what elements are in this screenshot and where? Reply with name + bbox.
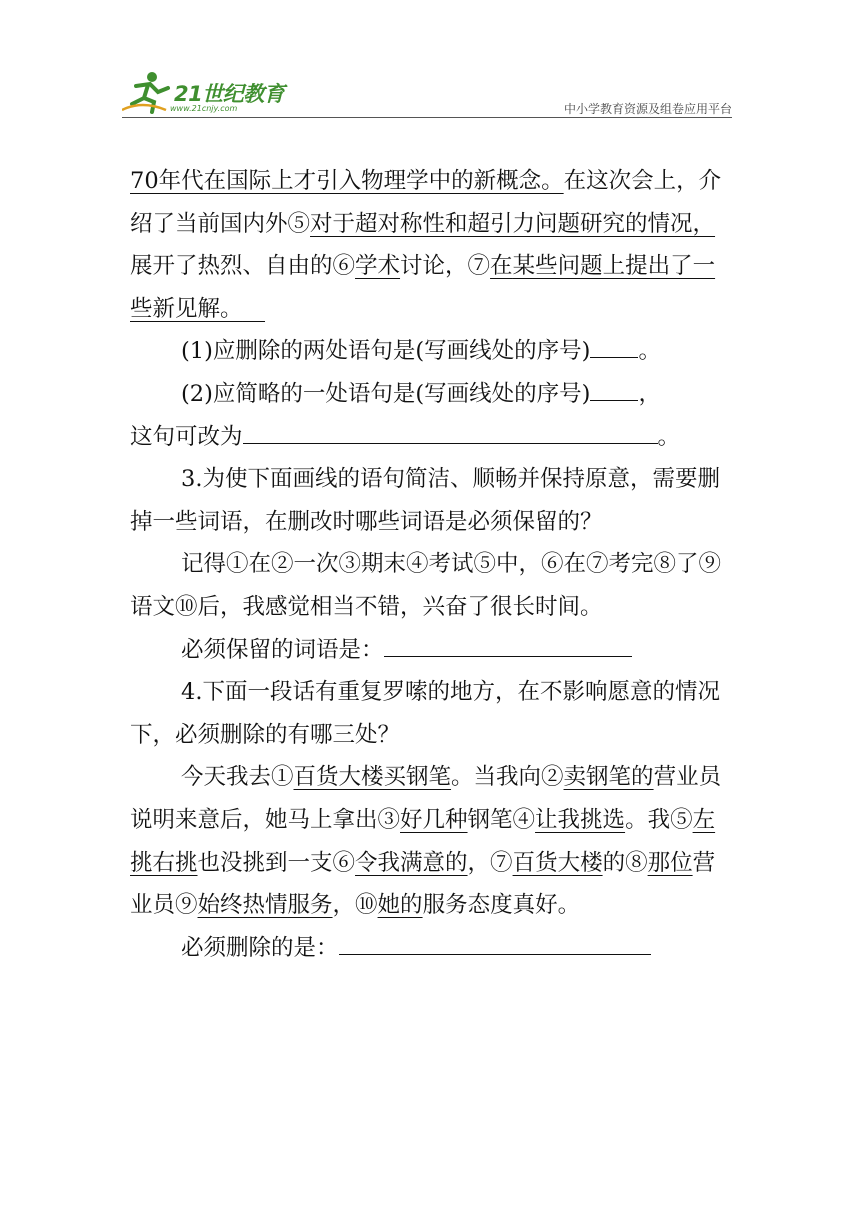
logo-text: 21世纪教育	[174, 82, 285, 106]
text-span: 营业员⑨	[130, 849, 716, 919]
text-span: 服务态度真好。	[422, 892, 581, 919]
text-span: 展开了热烈、自由的⑥	[130, 253, 356, 280]
answer-blank[interactable]	[243, 423, 658, 444]
answer-blank[interactable]	[590, 380, 638, 401]
question-3-prompt: 3.为使下面画线的语句简洁、顺畅并保持原意，需要删掉一些词语，在删改时哪些词语是必须保留的？	[130, 466, 720, 535]
question-text: (1)应删除的两处语句是(写画线处的序号)	[181, 338, 591, 365]
question-3-sentence: 记得①在②一次③期末④考试⑤中，⑥在⑦考完⑧了⑨语文⑩后，我感觉相当不错，兴奋了很长时间。	[130, 551, 722, 620]
answer-label: 必须保留的词语是：	[181, 636, 384, 663]
underlined-phrase: 70年代在国际上才引入物理学中的新概念。	[130, 168, 564, 194]
underlined-phrase: 卖钢笔的	[563, 764, 654, 791]
page-header	[122, 66, 732, 118]
underlined-phrase: 研究的情况，	[580, 210, 716, 237]
question-2-part-1	[130, 330, 730, 373]
text-span: 。	[657, 423, 681, 450]
question-3-answer	[130, 629, 730, 672]
underlined-phrase: 百货大楼买钢笔	[293, 764, 452, 791]
text-span: 今天我去①	[181, 764, 294, 791]
text-span: ，⑦	[467, 849, 513, 876]
text-span: 的⑧	[602, 849, 648, 876]
underlined-phrase: 始终热情服务	[197, 892, 333, 919]
text-span: 在这次会	[563, 168, 654, 194]
underlined-phrase: 左挑右挑	[130, 806, 716, 876]
header-tagline: 中小学教育资源及组卷应用平台	[563, 102, 732, 116]
text-span: 。当我向②	[451, 764, 564, 791]
answer-blank[interactable]	[384, 636, 632, 657]
logo-url: www.21cnjy.com	[170, 104, 238, 113]
underlined-phrase: 那位	[647, 849, 693, 876]
underlined-phrase: 让我挑选	[535, 806, 626, 833]
text-span: ，⑩	[332, 892, 378, 919]
text-span: 。我⑤	[625, 806, 693, 833]
question-4-prompt: 4.下面一段话有重复罗嗦的地方，在不影响愿意的情况下，必须删除的有哪三处？	[130, 679, 720, 748]
question-text: (2)应简略的一处语句是(写画线处的序号)	[181, 380, 591, 407]
underlined-phrase: 令我满意的	[355, 849, 468, 876]
passage-continued	[130, 160, 730, 330]
text-span: 钢笔④	[467, 806, 536, 833]
question-2-part-2	[130, 373, 730, 416]
page-content	[130, 160, 730, 969]
header-divider	[122, 117, 732, 118]
question-4-passage	[130, 756, 730, 926]
underlined-phrase: 百货大楼	[512, 849, 603, 876]
text-span: ，	[638, 380, 661, 407]
question-text: 这句可改为	[130, 423, 243, 450]
answer-blank[interactable]	[339, 934, 651, 955]
question-4-answer	[130, 927, 730, 970]
answer-blank[interactable]	[590, 337, 638, 358]
underlined-phrase: 好几种	[400, 806, 468, 833]
underlined-phrase: 在	[490, 253, 513, 280]
underline-tail	[243, 296, 266, 322]
text-span: 讨论，⑦	[400, 253, 491, 280]
text-span: 上，介绍了当前国内外⑤	[130, 168, 722, 237]
underlined-phrase: 某些问题上提出了一些新见解。	[130, 253, 716, 322]
underlined-phrase: 学术	[355, 253, 401, 280]
text-span: 。	[638, 338, 661, 365]
underlined-phrase: 她的	[377, 892, 423, 919]
runner-logo-icon	[122, 70, 172, 114]
logo	[122, 66, 302, 118]
question-2-rewrite	[130, 416, 730, 459]
text-span: 也没挑到一支⑥	[197, 849, 356, 876]
text-span: 营业员说明来意后，她马上拿出③	[130, 764, 722, 833]
underlined-phrase: 对于超对称性和超引力问题	[310, 210, 581, 237]
answer-label: 必须删除的是：	[181, 934, 339, 961]
